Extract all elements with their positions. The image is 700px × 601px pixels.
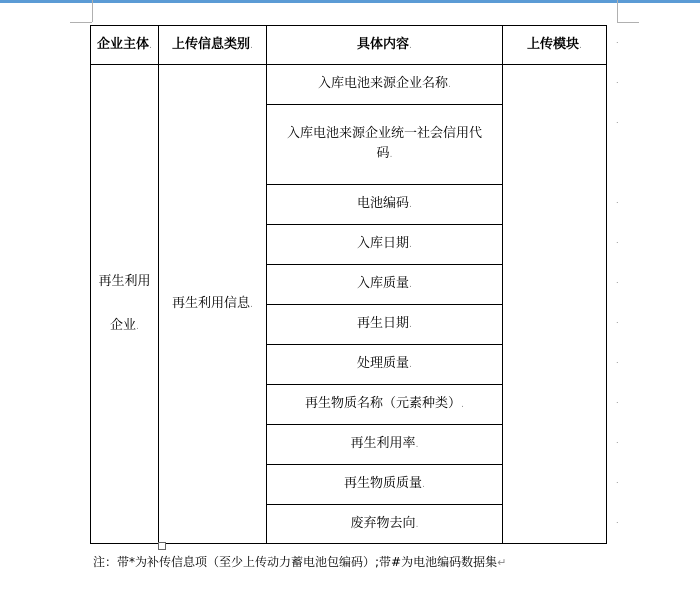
end-of-row-mark: .: [616, 316, 619, 325]
end-of-row-mark: .: [616, 396, 619, 405]
content-cell[interactable]: 再生物质质量.: [267, 465, 503, 505]
upload-info-table: [90, 25, 607, 544]
window-top-border: [0, 0, 700, 3]
paragraph-mark-icon: ↵: [497, 556, 507, 569]
header-category[interactable]: 上传信息类别.: [159, 26, 267, 65]
content-cell[interactable]: 入库质量.: [267, 265, 503, 305]
content-cell[interactable]: 再生物质名称（元素种类）.: [267, 385, 503, 425]
end-of-row-mark: .: [616, 236, 619, 245]
content-cell[interactable]: 入库日期.: [267, 225, 503, 265]
category-cell[interactable]: 再生利用信息.: [159, 65, 267, 544]
crop-mark: [617, 0, 618, 22]
header-entity[interactable]: 企业主体.: [91, 26, 159, 65]
end-of-row-mark: .: [616, 76, 619, 85]
content-cell[interactable]: 废弃物去向.: [267, 505, 503, 544]
end-of-row-mark: .: [616, 196, 619, 205]
content-cell[interactable]: 再生日期.: [267, 305, 503, 345]
end-of-row-mark: .: [616, 36, 619, 45]
crop-mark: [92, 0, 93, 22]
content-cell[interactable]: 入库电池来源企业名称.: [267, 65, 503, 105]
content-cell[interactable]: 再生利用率.: [267, 425, 503, 465]
crop-mark: [70, 22, 92, 23]
table-resize-handle[interactable]: [158, 542, 166, 550]
end-of-row-mark: .: [616, 116, 619, 125]
module-cell[interactable]: [503, 65, 607, 544]
entity-cell[interactable]: 再生利用 企业.: [91, 65, 159, 544]
content-cell[interactable]: 处理质量.: [267, 345, 503, 385]
table-header-row: [91, 26, 607, 65]
end-of-row-mark: .: [616, 476, 619, 485]
table-row: [91, 65, 607, 105]
end-of-row-mark: .: [616, 276, 619, 285]
end-of-row-mark: .: [616, 516, 619, 525]
table-footnote[interactable]: 注：带*为补传信息项（至少上传动力蓄电池包编码）;带#为电池编码数据集↵: [93, 555, 507, 569]
end-of-row-mark: .: [616, 436, 619, 445]
crop-mark: [617, 22, 639, 23]
content-cell[interactable]: 电池编码.: [267, 185, 503, 225]
header-module[interactable]: 上传模块.: [503, 26, 607, 65]
header-content[interactable]: 具体内容.: [267, 26, 503, 65]
content-cell[interactable]: 入库电池来源企业统一社会信用代 码.: [267, 105, 503, 185]
end-of-row-mark: .: [616, 356, 619, 365]
